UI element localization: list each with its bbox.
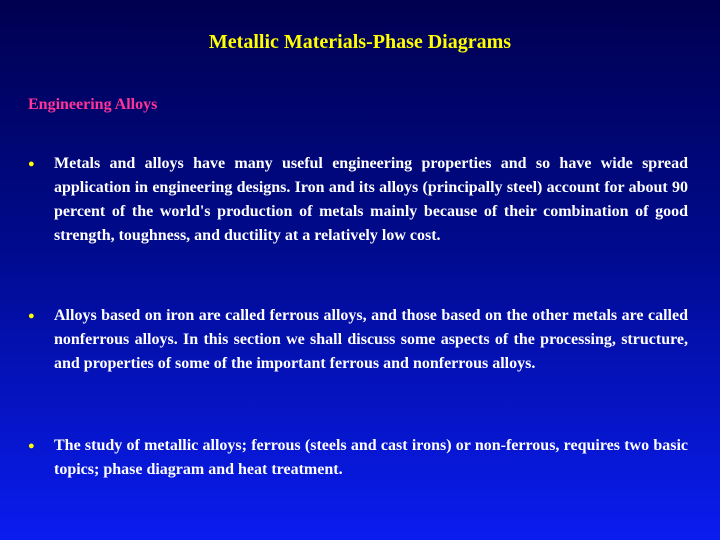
- bullet-dot-icon: ●: [28, 310, 35, 322]
- bullet-text: The study of metallic alloys; ferrous (steels and cast irons) or non-ferrous, requires two basic topics; phase diagram and heat treatment.: [54, 437, 688, 478]
- bullet-item: [28, 152, 688, 248]
- bullet-item: [28, 434, 688, 482]
- bullet-text: Metals and alloys have many useful engineering properties and so have wide spread application in engineering designs. Iron and its alloys (principally steel) account for about 90 percent of the world's production of metals mainly because of their combination of good strength, toughness, and ductility at a relatively low cost.: [54, 155, 688, 244]
- section-heading: Engineering Alloys: [28, 96, 158, 113]
- bullet-item: [28, 304, 688, 376]
- bullet-text: Alloys based on iron are called ferrous alloys, and those based on the other metals are called nonferrous alloys. In this section we shall discuss some aspects of the processing, structure, and properties of some of the important ferrous and nonferrous alloys.: [54, 307, 688, 372]
- bullet-dot-icon: ●: [28, 158, 35, 170]
- bullet-dot-icon: ●: [28, 440, 35, 452]
- slide-title: Metallic Materials-Phase Diagrams: [208, 31, 512, 53]
